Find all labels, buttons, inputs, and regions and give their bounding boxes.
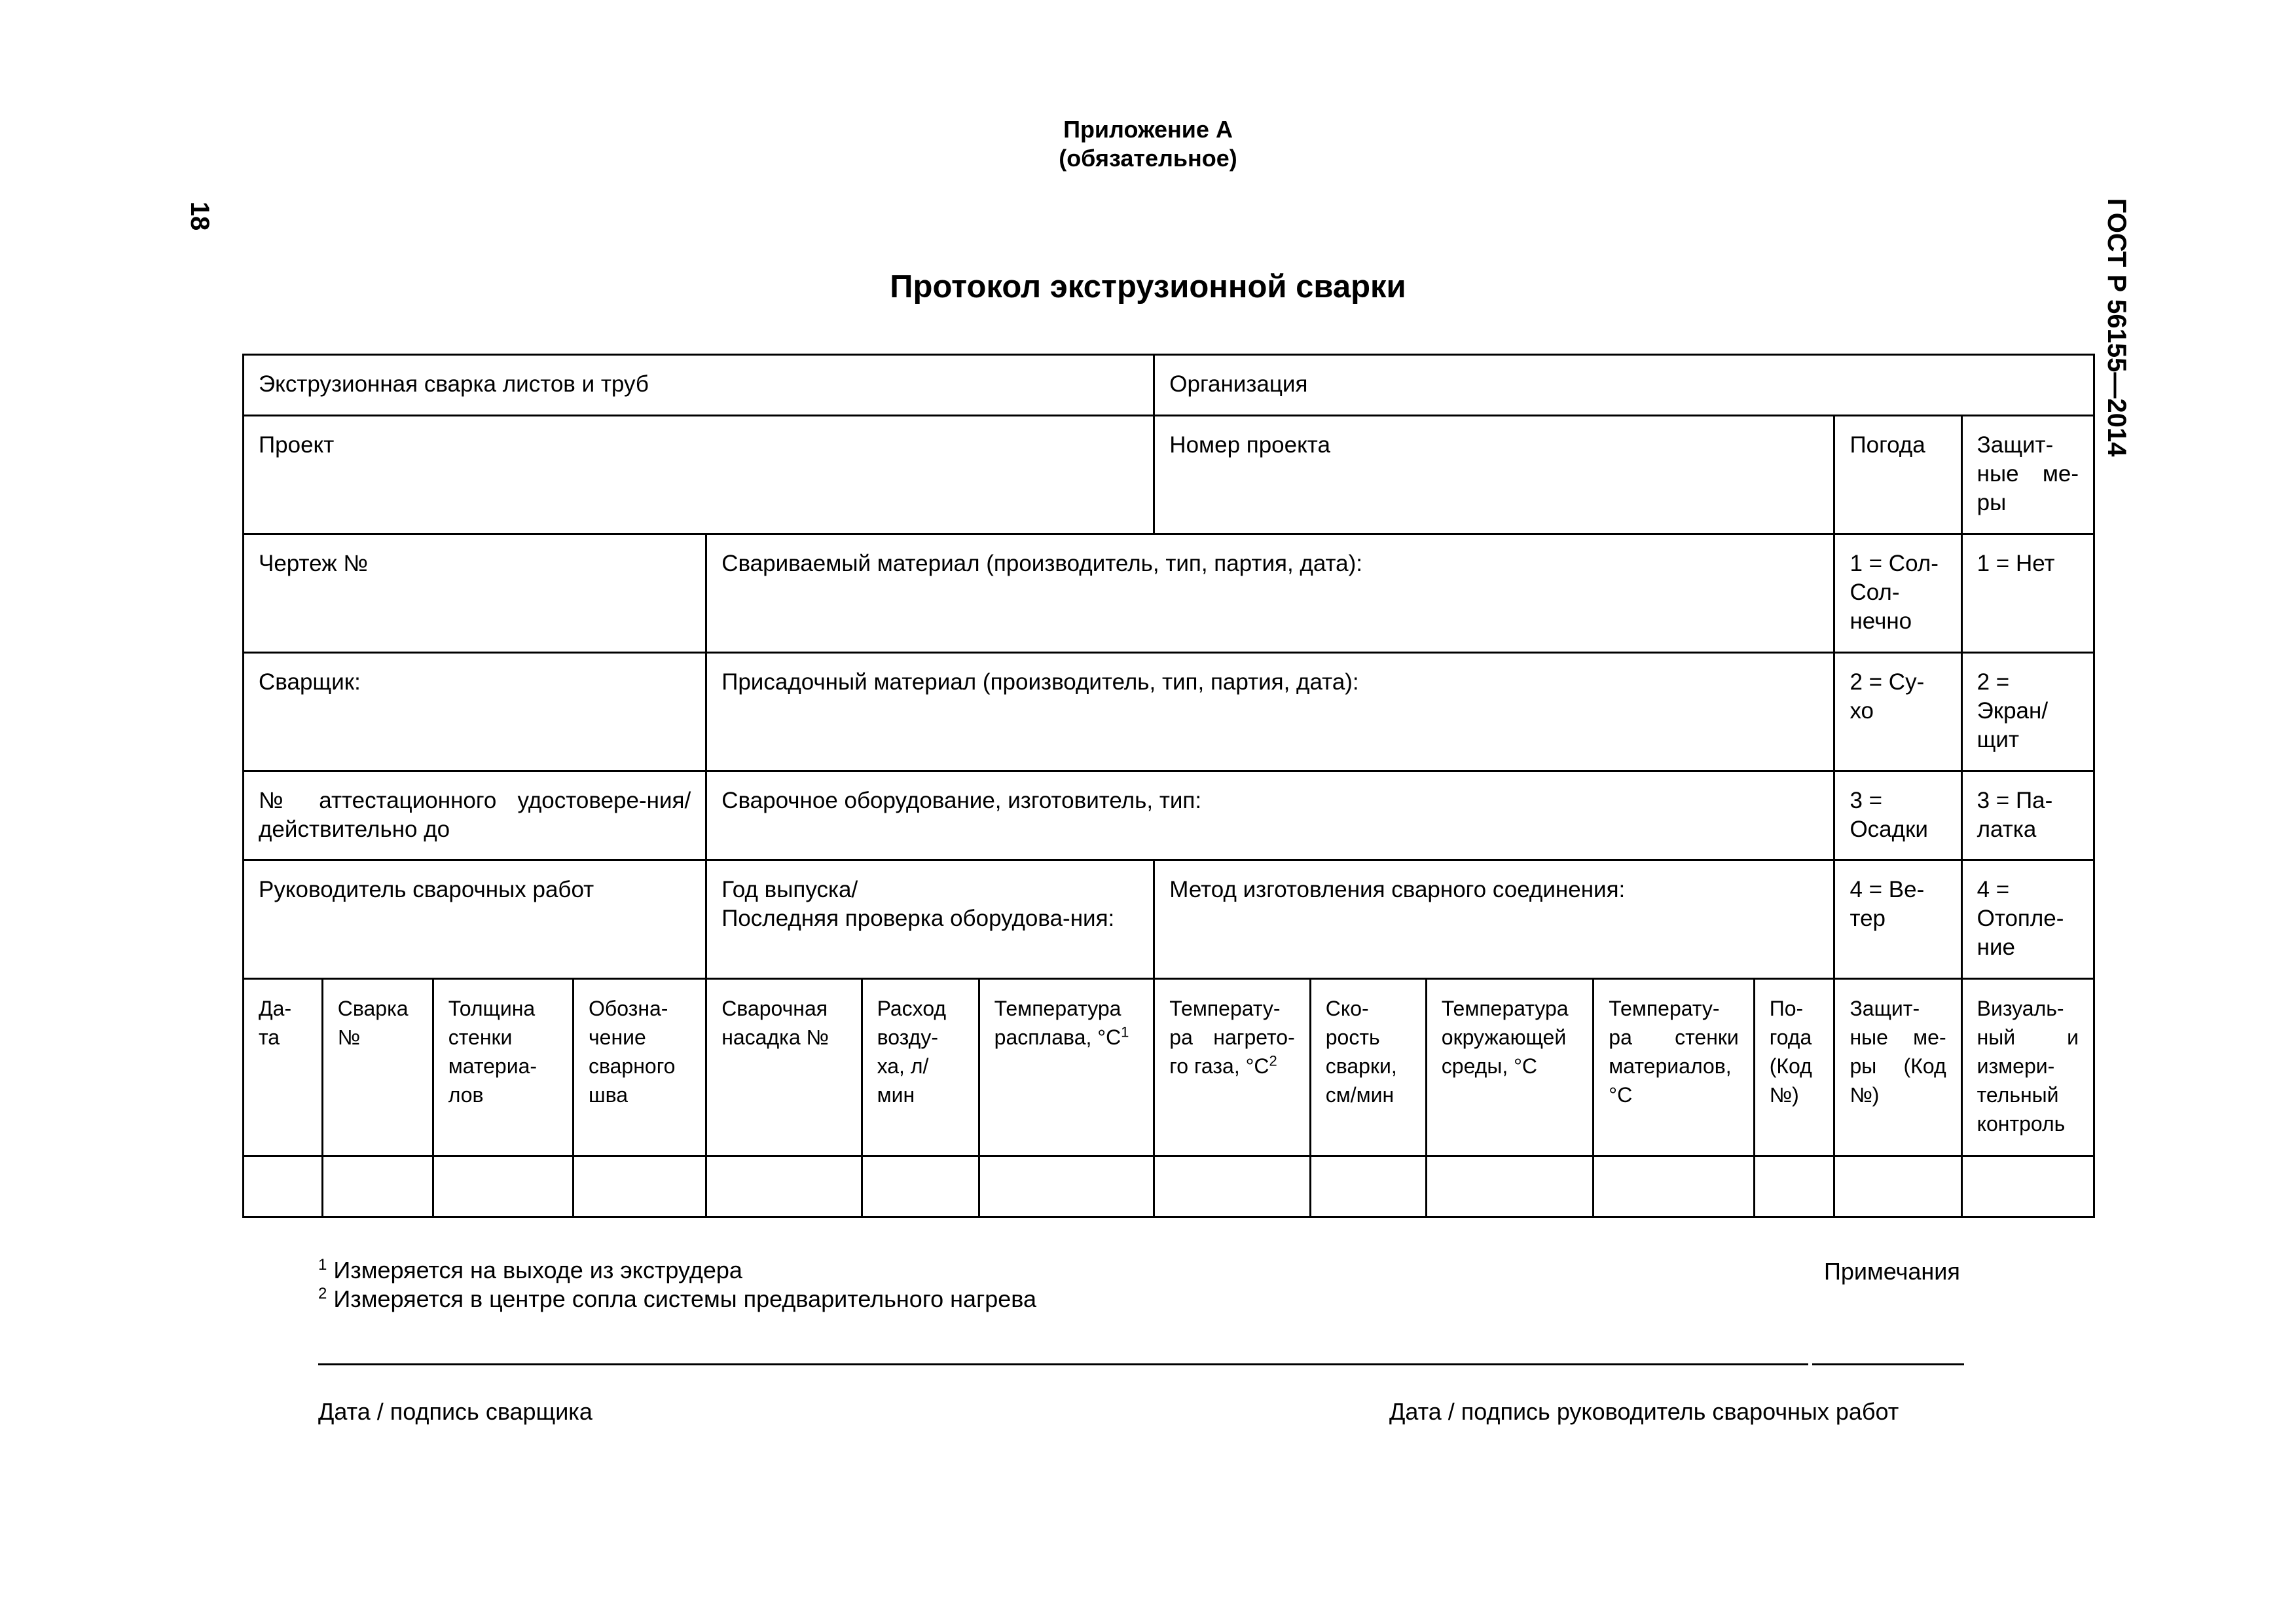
footnote-ref-2: 2 [1269,1052,1277,1069]
column-header-seam-designation: Обозна-чение сварного шва [573,979,706,1156]
column-header-welding-speed: Ско-рость сварки, см/мин [1310,979,1426,1156]
weather-option-4: 4 = Ве-тер [1834,860,1961,979]
footnote-number: 2 [318,1285,327,1302]
column-header-weather-code: По-года (Код №) [1754,979,1834,1156]
table-row [244,771,2094,860]
protect-option-4: 4 = Отопле-ние [1961,860,2094,979]
weather-option-2: 2 = Су-хо [1834,653,1961,771]
empty-cell[interactable] [1310,1156,1426,1217]
column-header-nozzle-number: Сварочная насадка № [706,979,862,1156]
column-header-visual-inspection: Визуаль-ный и измери-тельный контроль [1961,979,2094,1156]
welder-signature-label: Дата / подпись сварщика [318,1398,592,1425]
weather-option-3: 3 = Осадки [1834,771,1961,860]
empty-cell[interactable] [1834,1156,1961,1217]
weather-header-cell: Погода [1834,416,1961,534]
table-row [244,534,2094,653]
supervisor-signature-label: Дата / подпись руководитель сварочных работ [1389,1398,1899,1425]
column-header-date: Да-та [244,979,323,1156]
welding-protocol-table [242,354,2095,1218]
filler-material-cell: Присадочный материал (производитель, тип, партия, дата): [706,653,1834,771]
empty-cell[interactable] [1754,1156,1834,1217]
empty-cell[interactable] [1594,1156,1754,1217]
equipment-year-label: Год выпуска/ [721,877,858,902]
table-row [244,653,2094,771]
project-number-cell: Номер проекта [1154,416,1834,534]
empty-cell[interactable] [433,1156,573,1217]
melt-temperature-label: Температура расплава, °С [994,997,1121,1049]
protect-option-1: 1 = Нет [1961,534,2094,653]
footnote-2 [318,1285,1036,1314]
column-header-ambient-temperature: Температура окружающей среды, °С [1426,979,1594,1156]
table-row-empty [244,1156,2094,1217]
gas-temperature-label: Температу-ра нагрето-го газа, °С [1169,997,1295,1078]
footnote-ref-1: 1 [1121,1024,1129,1041]
empty-cell[interactable] [979,1156,1154,1217]
welding-type-cell: Экструзионная сварка листов и труб [244,355,1154,416]
protect-option-3: 3 = Па-латка [1961,771,2094,860]
base-material-cell: Свариваемый материал (производитель, тип, партия, дата): [706,534,1834,653]
equipment-year-cell [706,860,1154,979]
empty-cell[interactable] [244,1156,323,1217]
empty-cell[interactable] [322,1156,433,1217]
appendix-status: (обязательное) [1059,145,1237,172]
column-header-melt-temperature [979,979,1154,1156]
joint-method-cell: Метод изготовления сварного соединения: [1154,860,1834,979]
protective-measures-header-cell: Защит-ные ме-ры [1961,416,2094,534]
weather-option-1: 1 = Сол-Сол-нечно [1834,534,1961,653]
organization-cell: Организация [1154,355,2094,416]
column-header-wall-temperature: Температу-ра стенки материалов, °С [1594,979,1754,1156]
empty-cell[interactable] [573,1156,706,1217]
table-row [244,416,2094,534]
protect-option-2: 2 = Экран/ щит [1961,653,2094,771]
notes-label: Примечания [1824,1258,1960,1285]
signature-line [318,1363,1808,1365]
page-title: Протокол экструзионной сварки [890,269,1406,304]
welder-cell: Сварщик: [244,653,706,771]
table-row [244,860,2094,979]
footnote-text: Измеряется на выходе из экструдера [333,1257,742,1283]
footnote-1 [318,1256,742,1285]
footnote-number: 1 [318,1256,327,1274]
column-header-row [244,979,2094,1156]
column-header-gas-temperature [1154,979,1310,1156]
empty-cell[interactable] [706,1156,862,1217]
column-header-weld-number: Сварка № [322,979,433,1156]
project-cell: Проект [244,416,1154,534]
appendix-label: Приложение А [1063,116,1233,143]
appendix-heading [0,115,2296,173]
drawing-number-cell: Чертеж № [244,534,706,653]
notes-line [1812,1363,1964,1365]
column-header-air-flow: Расход возду-ха, л/мин [862,979,979,1156]
equipment-cell: Сварочное оборудование, изготовитель, тип: [706,771,1834,860]
column-header-wall-thickness: Толщина стенки материа-лов [433,979,573,1156]
empty-cell[interactable] [1426,1156,1594,1217]
table-row [244,355,2094,416]
standard-code: ГОСТ Р 56155—2014 [2102,198,2131,457]
equipment-check-label: Последняя проверка оборудова-ния: [721,906,1115,931]
page-number: 18 [185,201,214,231]
supervisor-cell: Руководитель сварочных работ [244,860,706,979]
empty-cell[interactable] [1154,1156,1310,1217]
empty-cell[interactable] [862,1156,979,1217]
footnote-text: Измеряется в центре сопла системы предварительного нагрева [333,1285,1036,1312]
column-header-protection-code: Защит-ные ме-ры (Код №) [1834,979,1961,1156]
empty-cell[interactable] [1961,1156,2094,1217]
certificate-cell: № аттестационного удостовере-ния/действительно до [244,771,706,860]
